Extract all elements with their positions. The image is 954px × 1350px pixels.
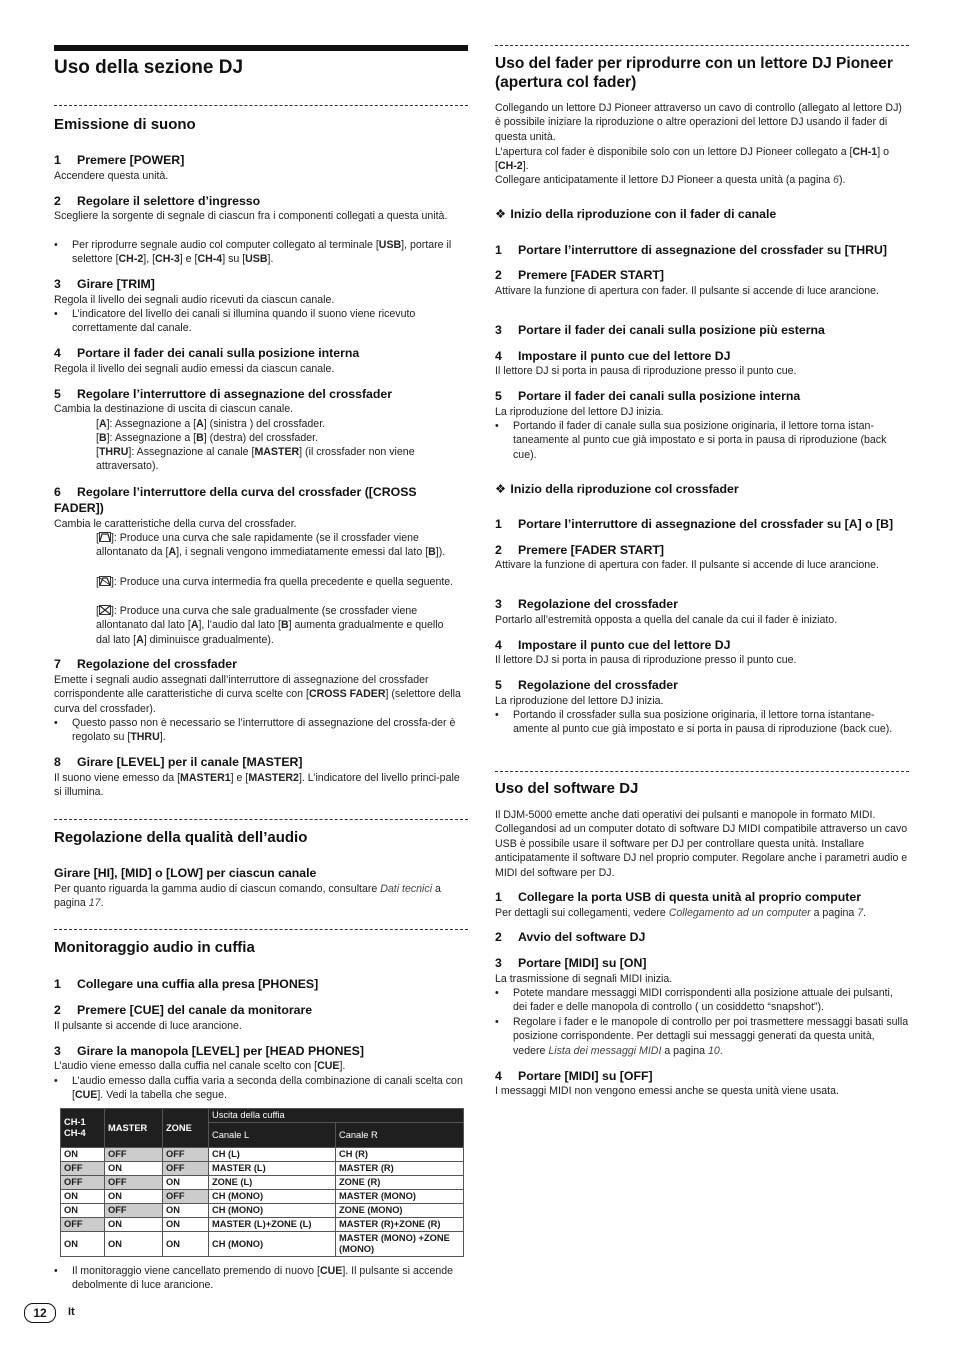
table-cell: OFF <box>163 1162 209 1176</box>
table-cell: ZONE (L) <box>209 1176 336 1190</box>
table-cell: ON <box>163 1218 209 1232</box>
a-step-2: 2 Premere [FADER START] <box>495 268 664 282</box>
table-cell: ON <box>163 1176 209 1190</box>
table-cell: ON <box>61 1204 105 1218</box>
table-cell: MASTER (R) <box>336 1162 464 1176</box>
s-step-1: 1 Collegare la porta USB di questa unità al proprio computer <box>495 890 861 904</box>
a-step-4-text: Il lettore DJ si porta in pausa di riproduzione presso il punto cue. <box>495 365 797 377</box>
intro-1: Collegando un lettore DJ Pioneer attraverso un cavo di controllo (allegato al lettore DJ) è possibile iniziare la riproduzione o altre operazioni del lettore DJ usando il fader di questa unità. <box>495 102 902 143</box>
step-4-fader: 4 Portare il fader dei canali sulla posizione interna <box>54 346 360 360</box>
table-cell: CH (R) <box>336 1148 464 1162</box>
table-cell: OFF <box>61 1162 105 1176</box>
assign-thru: [THRU]: Assegnazione al canale [MASTER] (il crossfader non viene attraversato). <box>96 446 415 473</box>
th-canale-l: Canale L <box>209 1123 336 1148</box>
s-step-3-bullet-1: • Potete mandare messaggi MIDI corrispondenti alla posizione attuale dei pulsanti, dei fader e delle manopola di controllo ( un cosiddetto “snapshot”). <box>495 987 893 1014</box>
table-cell: OFF <box>105 1204 163 1218</box>
table-cell: MASTER (MONO) +ZONE (MONO) <box>336 1232 464 1257</box>
b-step-2: 2 Premere [FADER START] <box>495 543 664 557</box>
a-step-4: 4 Impostare il punto cue del lettore DJ <box>495 349 731 363</box>
th-master: MASTER <box>105 1109 163 1148</box>
language-code: It <box>68 1306 75 1318</box>
section-divider <box>54 929 468 930</box>
b-step-3-text: Portarlo all’estremità opposta a quella del canale da cui il fader è iniziato. <box>495 614 838 626</box>
table-row <box>61 1176 464 1190</box>
step-2-text: Scegliere la sorgente di segnale di ciascun fra i componenti collegati a questa unità. <box>54 210 448 222</box>
step-6-text: Cambia le caratteristiche della curva del crossfader. <box>54 518 297 530</box>
step-6-curve: 6 Regolare l’interruttore della curva del crossfader ([CROSS FADER]) <box>54 485 417 515</box>
table-cell: ON <box>61 1232 105 1257</box>
section-title-cuffia: Monitoraggio audio in cuffia <box>54 939 255 956</box>
table-row <box>61 1232 464 1257</box>
curve-slow: [ ]: Produce una curva che sale gradualmente (se crossfader viene allontanato dal lato [A], l’audio dal lato [B] aumenta gradualmente e quello dal lato [A] diminuisce gradualmente). <box>96 605 444 646</box>
section-divider <box>495 45 909 46</box>
table-cell: MASTER (L) <box>209 1162 336 1176</box>
header-rule-thin <box>54 50 468 51</box>
s-step-3: 3 Portare [MIDI] su [ON] <box>495 956 647 970</box>
step-2-selector: 2 Regolare il selettore d’ingresso <box>54 194 261 208</box>
step-8-text: Il suono viene emesso da [MASTER1] e [MASTER2]. L’indicatore del livello princi-pale si illumina. <box>54 772 460 799</box>
step-1-power: 1 Premere [POWER] <box>54 153 185 167</box>
s-step-2: 2 Avvio del software DJ <box>495 930 646 944</box>
step-3-text: Regola il livello dei segnali audio ricevuti da ciascun canale. <box>54 294 335 306</box>
table-cell: ON <box>163 1232 209 1257</box>
curve-medium-icon <box>99 576 111 586</box>
s-step-4-text: I messaggi MIDI non vengono emessi anche se questa unità viene usata. <box>495 1085 839 1097</box>
curve-medium: [ ]: Produce una curva intermedia fra quella precedente e quella seguente. <box>96 576 454 588</box>
step-3-headphones: 3 Girare la manopola [LEVEL] per [HEAD PHONES] <box>54 1044 364 1058</box>
table-cell: ON <box>105 1232 163 1257</box>
table-row <box>61 1190 464 1204</box>
table-row <box>61 1218 464 1232</box>
b-step-5-bullet: • Portando il crossfader sulla sua posizione originaria, il lettore torna istantane-amente al punto cue già impostato e si porta in pausa di riproduzione (back cue). <box>495 709 893 736</box>
step-2-cue: 2 Premere [CUE] del canale da monitorare <box>54 1003 313 1017</box>
software-intro: Il DJM-5000 emette anche dati operativi dei pulsanti e manopole in formato MIDI. Collegandosi ad un computer dotato di software DJ MIDI compatibile attraverso un cavo USB è possibile usare il software per DJ per controllare questa unità. Installare anticipatamente il software DJ nel proprio computer. Regolare anche i parametri audio e MIDI del software per DJ. <box>495 809 908 879</box>
table-cell: ON <box>61 1148 105 1162</box>
b-step-4-text: Il lettore DJ si porta in pausa di riproduzione presso il punto cue. <box>495 654 797 666</box>
table-cell: ZONE (R) <box>336 1176 464 1190</box>
link-collegamento[interactable]: Collegamento ad un computer <box>668 907 811 919</box>
b-step-1: 1 Portare l’interruttore di assegnazione del crossfader su [A] o [B] <box>495 517 894 531</box>
link-midi-list[interactable]: Lista dei messaggi MIDI <box>548 1044 662 1057</box>
step-8-level: 8 Girare [LEVEL] per il canale [MASTER] <box>54 755 303 769</box>
section-divider <box>54 105 468 106</box>
s-step-1-text: Per dettagli sui collegamenti, vedere Collegamento ad un computer a pagina 7. <box>495 907 867 919</box>
table-cell: CH (MONO) <box>209 1190 336 1204</box>
table-cell: ON <box>105 1162 163 1176</box>
table-row <box>61 1162 464 1176</box>
section-title-fader-start: Uso del fader per riprodurre con un lettore DJ Pioneer (apertura col fader) <box>495 55 893 91</box>
a-step-5-text: La riproduzione del lettore DJ inizia. <box>495 406 664 418</box>
b-step-3: 3 Regolazione del crossfader <box>495 597 678 611</box>
a-step-5-bullet: • Portando il fader di canale sulla sua posizione originaria, il lettore torna istan-taneamente al punto cue già impostato e si porta in pausa di riproduzione (back cue). <box>495 420 887 461</box>
diamond-icon: ❖ <box>495 482 507 496</box>
table-cell: OFF <box>105 1148 163 1162</box>
th-output: Uscita della cuffia <box>209 1109 464 1123</box>
a-step-2-text: Attivare la funzione di apertura con fader. Il pulsante si accende di luce arancione. <box>495 285 879 297</box>
table-cell: MASTER (R)+ZONE (R) <box>336 1218 464 1232</box>
table-row <box>61 1148 464 1162</box>
b-step-2-text: Attivare la funzione di apertura con fader. Il pulsante si accende di luce arancione. <box>495 559 879 571</box>
step-7-crossfader: 7 Regolazione del crossfader <box>54 657 237 671</box>
section-title-qualita: Regolazione della qualità dell’audio <box>54 829 308 846</box>
table-cell: ON <box>163 1204 209 1218</box>
step-3-trim: 3 Girare [TRIM] <box>54 277 155 291</box>
section-divider <box>54 819 468 820</box>
page-number: 12 <box>24 1303 56 1323</box>
b-step-5-text: La riproduzione del lettore DJ inizia. <box>495 695 664 707</box>
step-5-assign: 5 Regolare l’interruttore di assegnazione del crossfader <box>54 387 393 401</box>
curve-fast: [ ]: Produce una curva che sale rapidamente (se il crossfader viene allontanato da [A], i segnali vengono immediatamente emessi dal lato [B]). <box>96 532 446 559</box>
diamond-icon: ❖ <box>495 207 507 221</box>
assign-b: [B]: Assegnazione a [B] (destra) del crossfader. <box>96 432 319 444</box>
section-title-software: Uso del software DJ <box>495 780 639 797</box>
curve-fast-icon <box>99 532 111 542</box>
subtitle-eq: Girare [HI], [MID] o [LOW] per ciascun canale <box>54 866 317 880</box>
step-2-cue-text: Il pulsante si accende di luce arancione. <box>54 1020 242 1032</box>
table-cell: OFF <box>61 1218 105 1232</box>
table-cell: OFF <box>163 1190 209 1204</box>
th-canale-r: Canale R <box>336 1123 464 1148</box>
table-cell: CH (MONO) <box>209 1204 336 1218</box>
section-divider <box>495 771 909 772</box>
page-title: Uso della sezione DJ <box>54 57 244 78</box>
step-1-text: Accendere questa unità. <box>54 170 169 182</box>
table-row <box>61 1204 464 1218</box>
step-7-text: Emette i segnali audio assegnati dall’interruttore di assegnazione del crossfader corrispondente alle caratteristiche di curva scelte con [CROSS FADER] (selettore della curva del crossfader). <box>54 674 461 715</box>
s-step-4: 4 Portare [MIDI] su [OFF] <box>495 1069 653 1083</box>
b-step-5: 5 Regolazione del crossfader <box>495 678 678 692</box>
table-cell: OFF <box>105 1176 163 1190</box>
step-7-bullet: • Questo passo non è necessario se l’interruttore di assegnazione del crossfa-der è regolato su [THRU]. <box>54 717 456 744</box>
step-5-text: Cambia la destinazione di uscita di ciascun canale. <box>54 403 294 415</box>
table-cell: OFF <box>61 1176 105 1190</box>
section-title-emissione: Emissione di suono <box>54 116 196 133</box>
step-4-text: Regola il livello dei segnali audio emessi da ciascun canale. <box>54 363 335 375</box>
th-zone: ZONE <box>163 1109 209 1148</box>
subsection-channel-fader: ❖ Inizio della riproduzione con il fader di canale <box>495 207 777 221</box>
intro-2: L’apertura col fader è disponibile solo con un lettore DJ Pioneer collegato a [CH-1] o [CH-2]. <box>495 146 889 173</box>
table-cell: CH (MONO) <box>209 1232 336 1257</box>
th-ch: CH-1 CH-4 <box>61 1109 105 1148</box>
table-cell: ON <box>105 1190 163 1204</box>
s-step-3-bullet-2: • Regolare i fader e le manopole di controllo per poi trasmettere messaggi basati sulla posizione corrispondente. Per dettagli sui messaggi generati da questa unità, vedere Lista dei messaggi MIDI a pagina 10. <box>495 1016 909 1057</box>
eq-text: Per quanto riguarda la gamma audio di ciascun comando, consultare Dati tecnici a pagina 17. <box>54 883 441 910</box>
assign-a: [A]: Assegnazione a [A] (sinistra ) del crossfader. <box>96 418 326 430</box>
headphone-table <box>60 1108 464 1257</box>
table-cell: MASTER (MONO) <box>336 1190 464 1204</box>
step-3-hp-text: L’audio viene emesso dalla cuffia nel canale scelto con [CUE]. <box>54 1060 346 1072</box>
table-cell: ON <box>105 1218 163 1232</box>
monitor-bullet: • Il monitoraggio viene cancellato premendo di nuovo [CUE]. Il pulsante si accende debolmente di luce arancione. <box>54 1265 454 1292</box>
table-cell: MASTER (L)+ZONE (L) <box>209 1218 336 1232</box>
step-3-hp-bullet: • L’audio emesso dalla cuffia varia a seconda della combinazione di canali scelta con [CUE]. Vedi la tabella che segue. <box>54 1075 463 1102</box>
curve-slow-icon <box>99 605 111 615</box>
s-step-3-text: La trasmissione di segnali MIDI inizia. <box>495 973 673 985</box>
intro-3: Collegare anticipatamente il lettore DJ Pioneer a questa unità (a pagina 6). <box>495 174 846 186</box>
table-cell: CH (L) <box>209 1148 336 1162</box>
table-cell: ON <box>61 1190 105 1204</box>
table-cell: OFF <box>163 1148 209 1162</box>
link-dati-tecnici[interactable]: Dati tecnici <box>380 883 433 895</box>
a-step-5: 5 Portare il fader dei canali sulla posizione interna <box>495 389 801 403</box>
step-1-phones: 1 Collegare una cuffia alla presa [PHONES] <box>54 977 319 991</box>
step-3-bullet: • L’indicatore del livello dei canali si illumina quando il suono viene ricevuto correttamente dal canale. <box>54 308 416 335</box>
step-2-bullet: • Per riprodurre segnale audio col computer collegato al terminale [USB], portare il selettore [CH-2], [CH-3] e [CH-4] su [USB]. <box>54 239 452 266</box>
a-step-1: 1 Portare l’interruttore di assegnazione del crossfader su [THRU] <box>495 243 887 257</box>
a-step-3: 3 Portare il fader dei canali sulla posizione più esterna <box>495 323 825 337</box>
b-step-4: 4 Impostare il punto cue del lettore DJ <box>495 638 731 652</box>
table-cell: ZONE (MONO) <box>336 1204 464 1218</box>
subsection-crossfader: ❖ Inizio della riproduzione col crossfader <box>495 482 739 496</box>
